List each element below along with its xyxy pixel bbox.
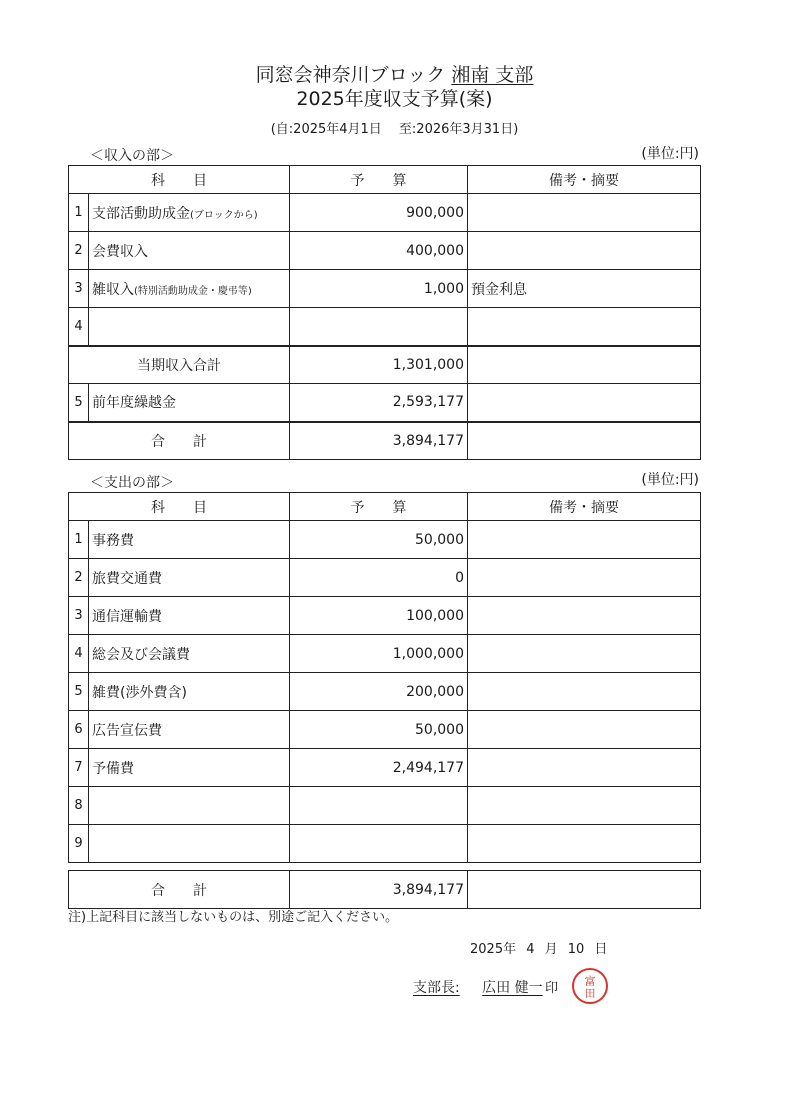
- row-item: [89, 308, 290, 346]
- table-row: [69, 308, 701, 346]
- row-number: 5: [69, 384, 89, 422]
- row-remarks: [468, 308, 701, 346]
- income-col-item: 科 目: [69, 166, 290, 194]
- row-remarks: [468, 194, 701, 232]
- row-number: 7: [69, 749, 89, 787]
- row-item: 通信運輸費: [89, 597, 290, 635]
- row-item: 予備費: [89, 749, 290, 787]
- table-row: [69, 521, 701, 559]
- row-number: 1: [69, 194, 89, 232]
- income-total-amount: 3,894,177: [290, 422, 468, 460]
- expense-grand-total-row: [69, 871, 701, 909]
- row-number: 3: [69, 270, 89, 308]
- row-remarks: [468, 635, 701, 673]
- title-branch: 湘南 支部: [451, 64, 534, 86]
- table-row: [69, 194, 701, 232]
- expense-total-label: 合 計: [69, 871, 290, 909]
- signer-label: 支部長:: [413, 980, 460, 996]
- income-unit-label: (単位:円): [641, 146, 699, 162]
- row-remarks: [468, 787, 701, 825]
- row-number: 5: [69, 673, 89, 711]
- title-prefix: 同窓会神奈川ブロック: [255, 64, 446, 86]
- current-income-total-row: [69, 346, 701, 384]
- expense-col-budget: 予 算: [290, 493, 468, 521]
- table-row: [69, 232, 701, 270]
- document-date: 2025年 4 月 10 日: [470, 942, 608, 957]
- item-label: 会費収入: [92, 243, 148, 260]
- row-item: 旅費交通費: [89, 559, 290, 597]
- carryover-remarks: [468, 384, 701, 422]
- income-total-remarks: [468, 422, 701, 460]
- row-amount: 900,000: [290, 194, 468, 232]
- row-amount: [290, 308, 468, 346]
- row-remarks: [468, 711, 701, 749]
- table-row: [69, 559, 701, 597]
- table-row: [69, 270, 701, 308]
- carryover-item: 前年度繰越金: [89, 384, 290, 422]
- row-item: [89, 270, 290, 308]
- svg-text:富: 富: [584, 975, 596, 988]
- income-header-row: [69, 166, 701, 194]
- expense-header-row: [69, 493, 701, 521]
- table-row: [69, 749, 701, 787]
- item-label: 支部活動助成金: [92, 205, 190, 222]
- expense-col-remarks: 備考・摘要: [468, 493, 701, 521]
- item-note: (特別活動助成金・慶弔等): [134, 285, 252, 297]
- expense-total-remarks: [468, 871, 701, 909]
- table-row: [69, 711, 701, 749]
- row-item: 雑費(渉外費含): [89, 673, 290, 711]
- income-grand-total-row: [69, 422, 701, 460]
- expense-section-label: ＜支出の部＞: [90, 475, 174, 491]
- row-remarks: [468, 597, 701, 635]
- current-total-remarks: [468, 346, 701, 384]
- expense-table: [68, 492, 701, 863]
- row-item: [89, 232, 290, 270]
- income-section-label: ＜収入の部＞: [90, 148, 174, 164]
- seal-stamp-icon: [570, 966, 610, 1006]
- income-col-budget: 予 算: [290, 166, 468, 194]
- table-row: [69, 825, 701, 863]
- current-total-amount: 1,301,000: [290, 346, 468, 384]
- row-item: [89, 825, 290, 863]
- signer-name: 広田 健一: [482, 980, 543, 996]
- document-title-line1: [0, 60, 789, 87]
- row-amount: 200,000: [290, 673, 468, 711]
- row-number: 4: [69, 635, 89, 673]
- row-amount: [290, 825, 468, 863]
- fiscal-period: (自:2025年4月1日 至:2026年3月31日): [270, 122, 519, 137]
- row-item: 事務費: [89, 521, 290, 559]
- table-row: [69, 597, 701, 635]
- carryover-row: [69, 384, 701, 422]
- footnote: 注)上記科目に該当しないものは、別途ご記入ください。: [68, 910, 399, 925]
- row-remarks: 預金利息: [468, 270, 701, 308]
- table-row: [69, 787, 701, 825]
- signature-line: [413, 977, 543, 997]
- row-remarks: [468, 521, 701, 559]
- row-item: [89, 787, 290, 825]
- row-amount: [290, 787, 468, 825]
- row-number: 6: [69, 711, 89, 749]
- row-amount: 50,000: [290, 711, 468, 749]
- row-item: [89, 194, 290, 232]
- income-table: [68, 165, 701, 460]
- row-amount: 100,000: [290, 597, 468, 635]
- row-remarks: [468, 749, 701, 787]
- row-number: 8: [69, 787, 89, 825]
- row-amount: 1,000: [290, 270, 468, 308]
- item-note: (ブロックから): [190, 209, 258, 221]
- table-row: [69, 673, 701, 711]
- row-amount: 0: [290, 559, 468, 597]
- row-number: 3: [69, 597, 89, 635]
- expense-total-table: [68, 870, 701, 909]
- income-total-label: 合 計: [69, 422, 290, 460]
- seal-mark-label: 印: [545, 981, 559, 996]
- table-row: [69, 635, 701, 673]
- row-amount: 50,000: [290, 521, 468, 559]
- item-label: 雑収入: [92, 281, 134, 298]
- row-remarks: [468, 825, 701, 863]
- row-amount: 2,494,177: [290, 749, 468, 787]
- row-number: 2: [69, 559, 89, 597]
- row-amount: 1,000,000: [290, 635, 468, 673]
- current-total-label: 当期収入合計: [69, 346, 290, 384]
- row-remarks: [468, 673, 701, 711]
- row-amount: 400,000: [290, 232, 468, 270]
- row-remarks: [468, 559, 701, 597]
- expense-col-item: 科 目: [69, 493, 290, 521]
- row-item: 広告宣伝費: [89, 711, 290, 749]
- row-item: 総会及び会議費: [89, 635, 290, 673]
- document-title-line2: 2025年度収支予算(案): [296, 88, 493, 110]
- expense-unit-label: (単位:円): [641, 472, 699, 488]
- row-number: 4: [69, 308, 89, 346]
- income-col-remarks: 備考・摘要: [468, 166, 701, 194]
- row-number: 2: [69, 232, 89, 270]
- row-number: 1: [69, 521, 89, 559]
- svg-text:田: 田: [584, 987, 596, 1000]
- carryover-amount: 2,593,177: [290, 384, 468, 422]
- row-remarks: [468, 232, 701, 270]
- expense-total-amount: 3,894,177: [290, 871, 468, 909]
- row-number: 9: [69, 825, 89, 863]
